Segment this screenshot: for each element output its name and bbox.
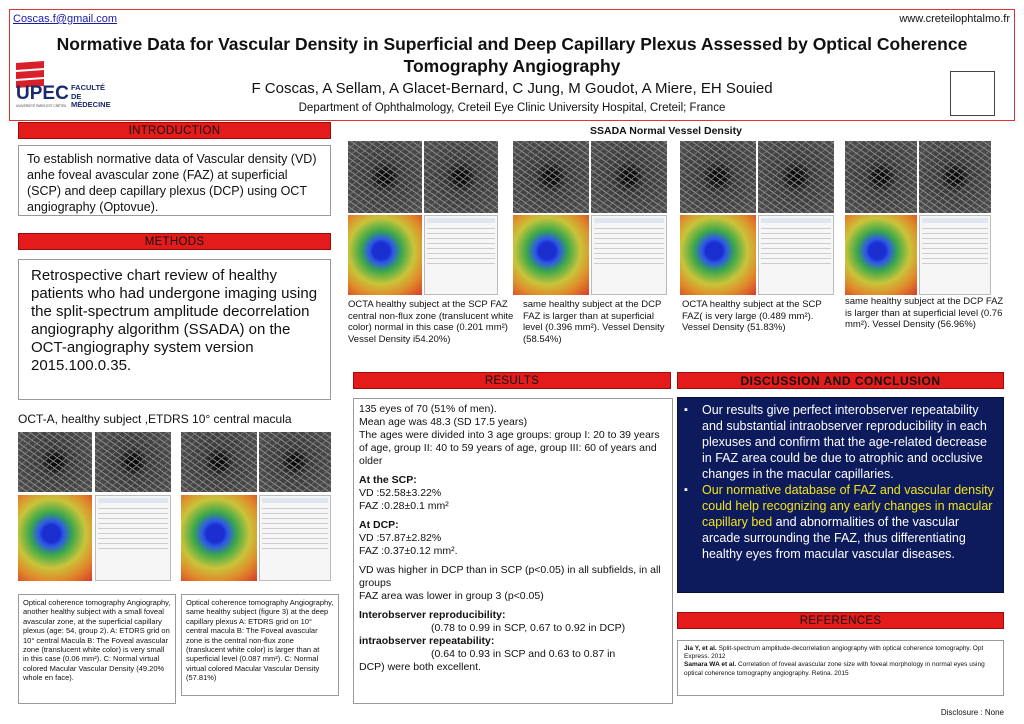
logo-faculty-text	[71, 84, 122, 110]
email-link[interactable]: Coscas.f@gmail.com	[13, 13, 118, 25]
poster-title: Normative Data for Vascular Density in Superficial and Deep Capillary Plexus Assessed by Optical Coherence Tomography Angiography	[56, 34, 968, 76]
results-intraobserver-values: (0.64 to 0.93 in SCP and 0.63 to 0.87 in	[431, 648, 616, 660]
results-line-groups: The ages were divided into 3 age groups: group I: 20 to 39 years of age, group II: 40 to 59 years of age, group III: 60 of years and older	[359, 429, 660, 467]
ssada-p2-grid-image	[513, 141, 589, 213]
department: Department of Ophthalmology, Creteil Eye Clinic University Hospital, Creteil; France	[298, 102, 726, 114]
results-scp-vd: VD :52.58±3.22%	[359, 487, 442, 499]
ssada-p2-caption: same healthy subject at the DCP FAZ is larger than at superficial level (0.396 mm²). Vessel Density (58.54%)	[523, 299, 665, 345]
results-dcp-heading: At DCP:	[359, 519, 399, 531]
discussion-point-2	[684, 482, 995, 562]
ssada-p1-grid-image	[348, 141, 422, 213]
ssada-p2-faz-image	[591, 141, 667, 213]
ssada-p3-density-map	[680, 215, 756, 295]
discussion-point-1: ▪ Our results give perfect interobserver repeatability and substantial intraobserver reproducibility in each plexuses and confirm that the age-related decrease in FAZ area could be due to atrophic and occlusive changes in the macular capillaries.	[684, 402, 995, 482]
results-line-age: Mean age was 48.3 (SD 17.5 years)	[359, 416, 528, 428]
results-vd-higher: VD was higher in DCP than in SCP (p<0.05) in all subfields, in all groups	[359, 564, 661, 589]
left-figure-caption: Optical coherence tomography Angiography, another healthy subject with a small foveal avascular zone, at the superficial capillary plexus (age: 54, group 2). A: ETDRS grid on 10° central Macula B: The Foveal avascular zone (translucent white color) is very small in this case (0.06 mm²). C: Normal virtual colored Macular Vascular Density (49.20% whole en face).	[18, 594, 176, 704]
ssada-p4-faz-image	[919, 141, 991, 213]
discussion-heading: DISCUSSION AND CONCLUSION	[677, 372, 1004, 389]
ssada-p4-grid-image	[845, 141, 917, 213]
discussion-box	[677, 397, 1004, 593]
octa-dcp-density-map	[181, 495, 257, 581]
reference-1	[684, 645, 997, 661]
logo-faculty-line1: FACULTÉ	[71, 83, 106, 92]
ssada-p4-table	[919, 215, 991, 295]
results-interobserver-values: (0.78 to 0.99 in SCP, 0.67 to 0.92 in DCP)	[431, 622, 626, 634]
reference-2	[684, 661, 997, 677]
ssada-p1-faz-image	[424, 141, 498, 213]
ssada-p1-caption: OCTA healthy subject at the SCP FAZ central non-flux zone (translucent white color) normal in this case (0.201 mm²) Vessel Density i54.20%)	[348, 299, 514, 345]
ssada-p3-table	[758, 215, 834, 295]
octa-dcp-density-table	[259, 495, 331, 581]
introduction-text: To establish normative data of Vascular density (VD) anhe foveal avascular zone (FAZ) at superficial (SCP) and deep capillary plexus (DCP) using OCT angiography (Optovue).	[18, 145, 331, 216]
disclosure: Disclosure : None	[940, 708, 1004, 717]
ssada-p4-density-map	[845, 215, 917, 295]
ssada-p3-caption: OCTA healthy subject at the SCP FAZ( is very large (0.489 mm²). Vessel Density (51.83%)	[682, 299, 822, 333]
results-dcp-faz: FAZ :0.37±0.12 mm².	[359, 545, 458, 557]
logo-faculty-line2: DE MÉDECINE	[71, 91, 111, 109]
reference-2-author: Samara WA et al.	[684, 661, 737, 669]
octa-dcp-faz-image	[259, 432, 331, 492]
ssada-p3-faz-image	[758, 141, 834, 213]
methods-heading: METHODS	[18, 233, 331, 250]
results-intraobserver-values-2: DCP) were both excellent.	[359, 661, 481, 673]
methods-text: Retrospective chart review of healthy patients who had undergone imaging using the split-spectrum amplitude decorrelation angiography algorithm (SSADA) on the OCT-angiography system version 2015.100.0.35.	[18, 259, 331, 400]
reference-1-text: Split-spectrum amplitude-decorrelation angiography with optical coherence tomography. Opt Express. 2012	[684, 645, 984, 661]
authors: F Coscas, A Sellam, A Glacet-Bernard, C Jung, M Goudot, A Miere, EH Souied	[251, 80, 773, 97]
references-box	[677, 640, 1004, 696]
discussion-point-2-rest: and abnormalities of the vascular arcade surrounding the FAZ, thus differentiating healthy eyes from macular vascular diseases.	[702, 515, 966, 561]
results-scp-heading: At the SCP:	[359, 474, 417, 486]
ssada-p3-grid-image	[680, 141, 756, 213]
results-faz-lower: FAZ area was lower in group 3 (p<0.05)	[359, 590, 544, 602]
ssada-p2-table	[591, 215, 667, 295]
discussion-highlight: Our normative database of FAZ and vascular density could help recognizing any early changes in macular capillary bed	[702, 483, 994, 529]
logo-university-text: UNIVERSITÉ PARIS-EST CRÉTEIL	[16, 104, 67, 108]
reference-2-text: Correlation of foveal avascular zone size with foveal morphology in normal eyes using optical coherence tomography angiography. Retina. 2015	[684, 661, 985, 677]
placeholder-logo-box	[950, 71, 995, 116]
ssada-p2-density-map	[513, 215, 589, 295]
results-text	[353, 398, 673, 704]
octa-scp-grid-image	[18, 432, 92, 492]
octa-figure-caption: OCT-A, healthy subject ,ETDRS 10° central macula	[18, 412, 292, 426]
upec-logo	[14, 59, 122, 109]
results-heading: RESULTS	[353, 372, 671, 389]
website-link[interactable]: www.creteilophtalmo.fr	[899, 13, 1010, 25]
references-heading: REFERENCES	[677, 612, 1004, 629]
reference-1-author: Jia Y, et al.	[684, 645, 717, 652]
ssada-p1-table	[424, 215, 498, 295]
octa-scp-density-table	[95, 495, 171, 581]
results-interobserver-heading: Interobserver reproducibility:	[359, 609, 506, 621]
ssada-title: SSADA Normal Vessel Density	[590, 125, 742, 137]
ssada-p1-density-map	[348, 215, 422, 295]
results-scp-faz: FAZ :0.28±0.1 mm²	[359, 500, 449, 512]
logo-upec-text: UPEC	[16, 83, 69, 104]
results-dcp-vd: VD :57.87±2.82%	[359, 532, 442, 544]
results-line-eyes: 135 eyes of 70 (51% of men).	[359, 403, 497, 415]
octa-scp-density-map	[18, 495, 92, 581]
octa-dcp-grid-image	[181, 432, 257, 492]
right-figure-caption: Optical coherence tomography Angiography, same healthy subject (figure 3) at the deep capillary plexus A: ETDRS grid on 10° central macula B: The Foveal avascular zone is the central non-flux zone (translucent white color) is larger than at superficial level (0.087 mm²). C: Normal virtual colored Macular Vascular Density (57.81%)	[181, 594, 339, 696]
ssada-p4-caption: same healthy subject at the DCP FAZ is larger than at superficial level (0.76 mm²). Vessel Density (56.96%)	[845, 296, 1004, 330]
octa-scp-faz-image	[95, 432, 171, 492]
results-intraobserver-heading: intraobserver repeatability:	[359, 635, 495, 647]
introduction-heading: INTRODUCTION	[18, 122, 331, 139]
